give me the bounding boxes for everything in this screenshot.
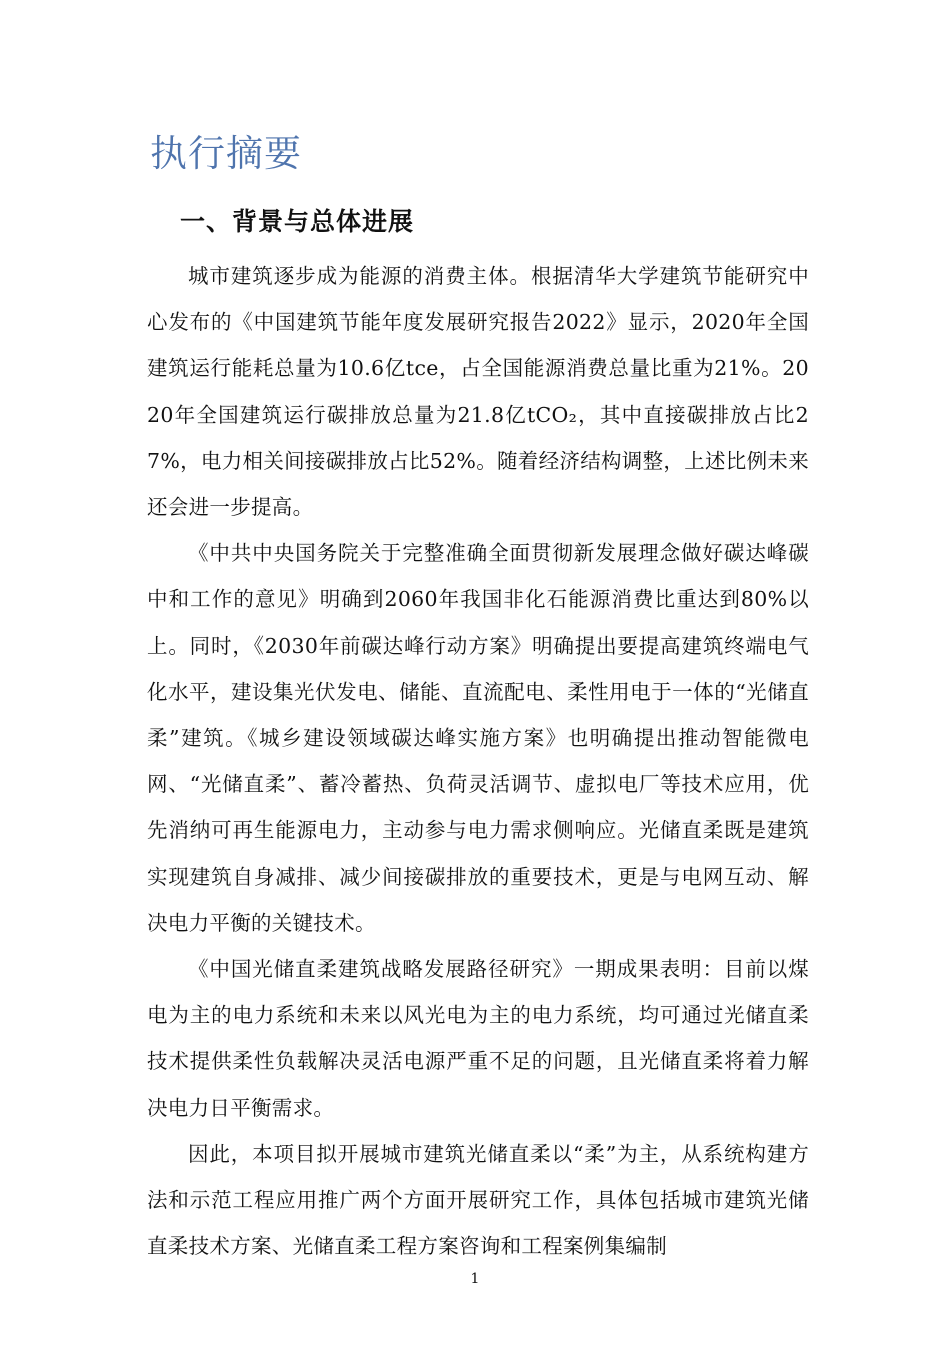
section-heading: 一、背景与总体进展 [180, 207, 415, 236]
document-title: 执行摘要 [150, 132, 302, 175]
paragraph: 《中国光储直柔建筑战略发展路径研究》一期成果表明：目前以煤电为主的电力系统和未来以风光电为主的电力系统，均可通过光储直柔技术提供柔性负载解决灵活电源严重不足的问题，且光储直柔将着力解决电力日平衡需求。 [147, 957, 809, 1120]
paragraph: 《中共中央国务院关于完整准确全面贯彻新发展理念做好碳达峰碳中和工作的意见》明确到2060年我国非化石能源消费比重达到80%以上。同时，《2030年前碳达峰行动方案》明确提出要提高建筑终端电气化水平，建设集光伏发电、储能、直流配电、柔性用电于一体的“光储直柔”建筑。《城乡建设领域碳达峰实施方案》也明确提出推动智能微电网、“光储直柔”、蓄冷蓄热、负荷灵活调节、虚拟电厂等技术应用，优先消纳可再生能源电力，主动参与电力需求侧响应。光储直柔既是建筑实现建筑自身减排、减少间接碳排放的重要技术，更是与电网互动、解决电力平衡的关键技术。 [147, 541, 809, 935]
paragraph: 因此，本项目拟开展城市建筑光储直柔以“柔”为主，从系统构建方法和示范工程应用推广两个方面开展研究工作，具体包括城市建筑光储直柔技术方案、光储直柔工程方案咨询和工程案例集编制 [147, 1141, 809, 1259]
page-number: 1 [470, 1271, 480, 1287]
body-text [147, 253, 809, 1269]
paragraph: 城市建筑逐步成为能源的消费主体。根据清华大学建筑节能研究中心发布的《中国建筑节能年度发展研究报告2022》显示，2020年全国建筑运行能耗总量为10.6亿tce，占全国能源消费总量比重为21%。2020年全国建筑运行碳排放总量为21.8亿tCO₂，其中直接碳排放占比27%，电力相关间接碳排放占比52%。随着经济结构调整，上述比例未来还会进一步提高。 [147, 264, 809, 520]
